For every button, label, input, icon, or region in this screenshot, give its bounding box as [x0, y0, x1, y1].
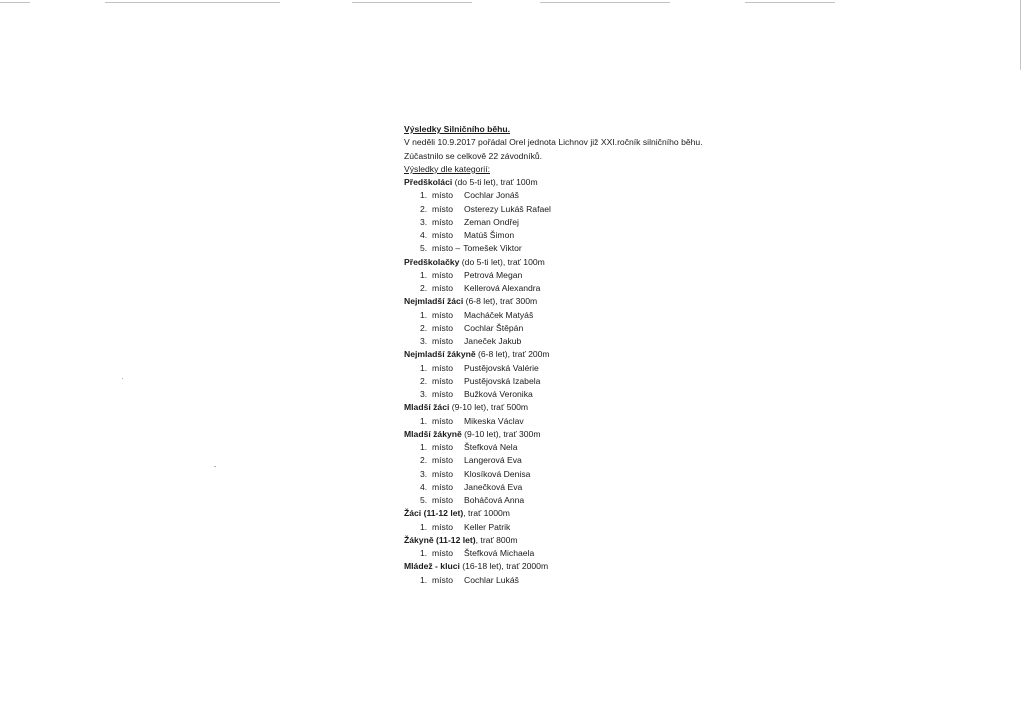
result-row — [404, 229, 764, 242]
result-participant: Matúš Šimon — [464, 230, 515, 240]
result-place-word: místo — [432, 309, 454, 320]
result-place-word: místo — [432, 336, 454, 346]
category-detail: (16-18 let), trať 2000m — [459, 561, 549, 572]
result-row — [404, 441, 764, 454]
result-participant: Cochlar Štěpán — [464, 322, 524, 333]
category-list — [404, 176, 764, 587]
result-rank: 1. — [420, 362, 428, 373]
scan-artifact — [105, 2, 280, 3]
category-heading — [404, 176, 764, 189]
result-rank: 3. — [420, 468, 428, 479]
result-row — [404, 481, 764, 494]
scan-artifact — [745, 2, 835, 3]
result-place-word: místo — [432, 455, 454, 466]
participants-line: Zúčastnilo se celkově 22 závodníků. — [404, 150, 543, 161]
result-place-word: místo — [432, 548, 454, 558]
result-participant: Štefková Michaela — [464, 548, 535, 558]
result-participant: Cochlar Jonáš — [464, 190, 519, 201]
result-participant: Klosíková Denisa — [464, 468, 531, 479]
result-place-word: místo — [432, 322, 454, 333]
category-heading — [404, 401, 764, 414]
category-detail: (do 5-ti let), trať 100m — [452, 177, 538, 187]
category-detail: , trať 1000m — [463, 508, 510, 519]
result-place-word: místo — [432, 468, 454, 479]
result-row — [404, 203, 764, 216]
result-place-word: místo — [432, 190, 454, 201]
result-place-word: místo — [432, 521, 454, 532]
result-rank: 1. — [420, 574, 428, 585]
result-rank: 2. — [420, 283, 428, 293]
category-detail: (do 5-ti let), trať 100m — [459, 256, 545, 267]
result-rank: 4. — [420, 230, 428, 240]
category-heading — [404, 560, 764, 573]
scan-speck — [214, 466, 216, 467]
category-detail: , trať 800m — [475, 534, 518, 545]
result-participant: Kellerová Alexandra — [464, 283, 541, 293]
result-rank: 1. — [420, 269, 428, 280]
category-heading — [404, 348, 764, 361]
result-rank: 2. — [420, 375, 428, 386]
category-name: Mladší žáci — [404, 402, 450, 413]
result-participant: Keller Patrik — [464, 521, 511, 532]
result-participant: Langerová Eva — [464, 455, 522, 466]
result-place-word: místo — [432, 230, 454, 240]
result-participant: Janečková Eva — [464, 481, 523, 492]
category-name: Mladší žákyně — [404, 428, 462, 439]
result-participant: Mikeska Václav — [464, 415, 524, 426]
category-detail: (6-8 let), trať 200m — [475, 349, 550, 360]
category-name: Mládež - kluci — [404, 561, 460, 572]
result-place-word: místo — [432, 415, 454, 426]
result-participant: Macháček Matyáš — [464, 309, 534, 320]
category-heading — [404, 507, 764, 520]
category-name: Žákyně (11-12 let) — [404, 534, 476, 545]
result-participant: Petrová Megan — [464, 269, 523, 280]
intro-line: V neděli 10.9.2017 pořádal Orel jednota Lichnov již XXI.ročník silničního běhu. — [404, 137, 703, 148]
result-rank: 2. — [420, 455, 428, 466]
scan-artifact — [352, 2, 472, 3]
result-rank: 3. — [420, 389, 428, 399]
result-place-word: místo — [432, 269, 454, 280]
result-row — [404, 322, 764, 335]
result-rank: 2. — [420, 203, 428, 214]
result-row — [404, 547, 764, 560]
result-participant: Pustějovská Izabela — [464, 375, 541, 386]
result-participant: Osterezy Lukáš Rafael — [464, 203, 551, 214]
result-row — [404, 335, 764, 348]
result-row — [404, 494, 764, 507]
result-row — [404, 415, 764, 428]
result-place-word: místo — [432, 216, 454, 227]
category-heading — [404, 534, 764, 547]
result-place-word: místo — [432, 389, 454, 399]
result-row — [404, 216, 764, 229]
result-place-word: místo — [432, 442, 454, 452]
result-place-word: místo – — [432, 243, 461, 254]
category-detail: (9-10 let), trať 300m — [461, 428, 541, 439]
results-document — [404, 123, 764, 587]
result-rank: 2. — [420, 322, 428, 333]
results-subheading: Výsledky dle kategorií: — [404, 163, 490, 174]
scan-artifact — [540, 2, 670, 3]
result-row — [404, 189, 764, 202]
result-row — [404, 242, 764, 255]
result-rank: 3. — [420, 336, 428, 346]
document-title: Výsledky Silničního běhu. — [404, 124, 511, 134]
result-place-word: místo — [432, 283, 454, 293]
result-rank: 1. — [420, 190, 428, 201]
result-participant: Boháčová Anna — [464, 495, 525, 505]
result-rank: 1. — [420, 309, 428, 320]
result-row — [404, 375, 764, 388]
result-row — [404, 388, 764, 401]
category-name: Předškolačky — [404, 256, 460, 267]
result-place-word: místo — [432, 574, 454, 585]
result-rank: 1. — [420, 548, 428, 558]
result-rank: 4. — [420, 481, 428, 492]
result-place-word: místo — [432, 375, 454, 386]
result-participant: Pustějovská Valérie — [464, 362, 539, 373]
category-heading — [404, 428, 764, 441]
result-row — [404, 521, 764, 534]
category-heading — [404, 295, 764, 308]
result-place-word: místo — [432, 481, 454, 492]
result-row — [404, 574, 764, 587]
result-rank: 3. — [420, 216, 428, 227]
result-place-word: místo — [432, 362, 454, 373]
result-rank: 5. — [420, 495, 428, 505]
result-rank: 1. — [420, 521, 428, 532]
result-rank: 1. — [420, 415, 428, 426]
category-heading — [404, 256, 764, 269]
category-name: Předškoláci — [404, 177, 453, 187]
result-row — [404, 309, 764, 322]
result-participant: Tomešek Viktor — [463, 243, 522, 254]
category-detail: (9-10 let), trať 500m — [449, 402, 529, 413]
category-name: Nejmladší žáci — [404, 296, 464, 307]
category-name: Žáci (11-12 let) — [404, 508, 464, 519]
result-row — [404, 454, 764, 467]
result-place-word: místo — [432, 495, 454, 505]
category-name: Nejmladší žákyně — [404, 349, 476, 360]
result-row — [404, 468, 764, 481]
result-participant: Bužková Veronika — [464, 389, 533, 399]
result-place-word: místo — [432, 203, 454, 214]
scan-artifact — [1020, 0, 1021, 70]
result-row — [404, 282, 764, 295]
result-rank: 5. — [420, 243, 428, 254]
scan-artifact — [0, 2, 30, 3]
result-row — [404, 269, 764, 282]
result-participant: Cochlar Lukáš — [464, 574, 519, 585]
result-rank: 1. — [420, 442, 428, 452]
category-detail: (6-8 let), trať 300m — [463, 296, 538, 307]
result-participant: Zeman Ondřej — [464, 216, 519, 227]
result-row — [404, 362, 764, 375]
scan-speck — [122, 378, 123, 379]
result-participant: Janeček Jakub — [464, 336, 522, 346]
result-participant: Štefková Nela — [464, 442, 518, 452]
